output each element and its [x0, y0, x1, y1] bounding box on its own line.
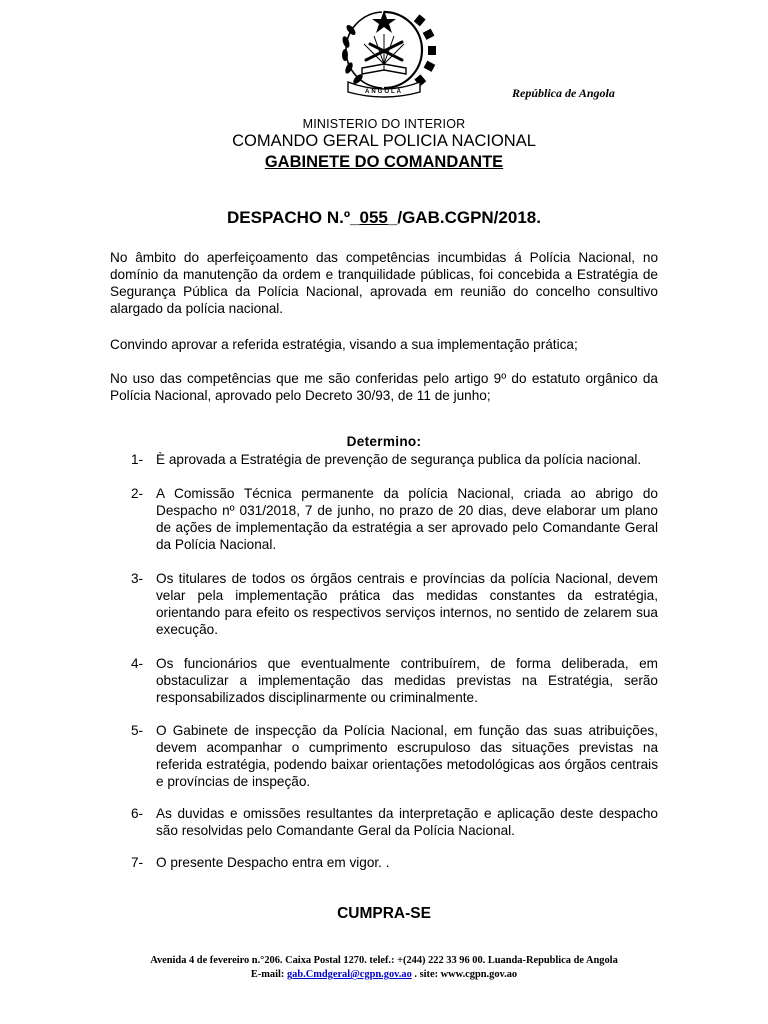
coat-of-arms-emblem	[318, 2, 448, 100]
cabinet-heading: GABINETE DO COMANDANTE	[264, 153, 504, 171]
footer-email-link[interactable]: gab.Cmdgeral@cgpn.gov.ao	[286, 969, 412, 980]
title-suffix: _/GAB.CGPN/2018.	[387, 208, 541, 227]
closing-cumpra-se: CUMPRA-SE	[337, 905, 431, 922]
item-text: È aprovada a Estratégia de prevenção de segurança publica da polícia nacional.	[156, 452, 642, 467]
item-text: Os titulares de todos os órgãos centrais e províncias da polícia Nacional, devem velar pela implementação prática das medidas constantes da estratégia, orientando para efeito os respectivos serviços internos, no sentido de zelarem sua execução.	[156, 571, 658, 637]
footer-address: Avenida 4 de fevereiro n.°206. Caixa Postal 1270. telef.: +(244) 222 33 96 00. Luanda-Republica de Angola	[150, 955, 618, 966]
paragraph-context: No âmbito do aperfeiçoamento das competências incumbidas á Polícia Nacional, no domínio da manutenção da ordem e tranquilidade públicas, foi concebida a Estratégia de Segurança Pública da Polícia Nacional, aprovada em reunião do concelho consultivo alargado da polícia nacional.	[110, 250, 658, 316]
document-title	[0, 208, 768, 228]
command-heading: COMANDO GERAL POLICIA NACIONAL	[232, 132, 536, 150]
item-number: 5-	[131, 723, 144, 738]
item-number: 3-	[131, 571, 144, 586]
item-number: 1-	[131, 452, 144, 467]
item-text: A Comissão Técnica permanente da polícia Nacional, criada ao abrigo do Despacho nº 031/2018, 7 de junho, no prazo de 20 dias, deve elaborar um plano de ações de implementação da estratégia a ser aprovado pelo Comandante Geral da Polícia Nacional.	[156, 486, 658, 552]
paragraph-competencias: No uso das competências que me são conferidas pelo artigo 9º do estatuto orgânico da Polícia Nacional, aprovado pelo Decreto 30/93, de 11 de junho;	[110, 371, 658, 403]
footer-email-label: E-mail:	[250, 969, 287, 980]
list-item	[131, 485, 658, 553]
item-number: 7-	[131, 855, 144, 870]
list-item	[131, 805, 658, 839]
footer-contact	[0, 969, 768, 980]
list-item	[131, 451, 658, 468]
item-text: Os funcionários que eventualmente contribuírem, de forma deliberada, em obstaculizar a implementação das medidas previstas na Estratégia, serão responsabilizados disciplinarmente ou criminalmente.	[156, 656, 658, 705]
item-number: 4-	[131, 656, 144, 671]
list-item	[131, 854, 658, 871]
list-item	[131, 570, 658, 638]
list-item	[131, 722, 658, 790]
determino-heading: Determino:	[346, 434, 422, 449]
title-prefix: DESPACHO N.º_	[227, 208, 360, 227]
item-number: 6-	[131, 806, 144, 821]
republic-label: República de Angola	[512, 86, 615, 100]
paragraph-convindo: Convindo aprovar a referida estratégia, visando a sua implementação prática;	[110, 337, 578, 352]
list-item	[131, 655, 658, 706]
item-text: O presente Despacho entra em vigor. .	[156, 855, 390, 870]
footer-site: . site: www.cgpn.gov.ao	[411, 969, 518, 980]
item-text: As duvidas e omissões resultantes da interpretação e aplicação deste despacho são resolvidas pelo Comandante Geral da Polícia Nacional.	[156, 806, 658, 838]
item-number: 2-	[131, 486, 144, 501]
title-number: 055	[359, 208, 388, 227]
ministry-heading: MINISTERIO DO INTERIOR	[302, 117, 466, 131]
item-text: O Gabinete de inspecção da Polícia Nacional, em função das suas atribuições, devem acompanhar o cumprimento escrupuloso das situações previstas na referida estratégia, podendo baixar orientações metodológicas aos órgãos centrais e províncias de inspeção.	[156, 723, 658, 789]
emblem-banner-text: ANGOLA	[365, 89, 403, 95]
